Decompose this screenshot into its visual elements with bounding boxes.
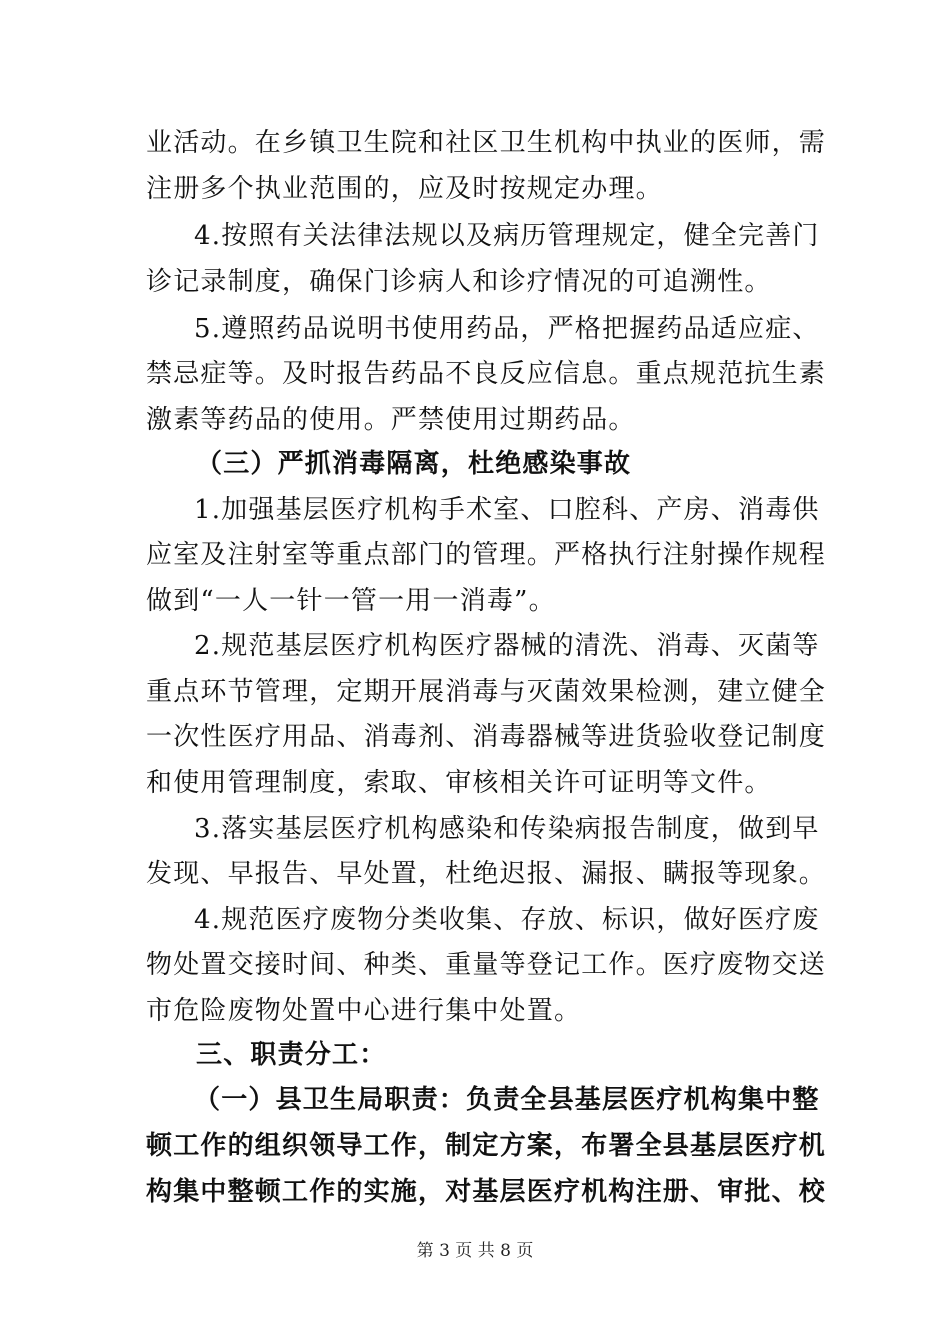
text-line: 一次性医疗用品、消毒剂、消毒器械等进货验收登记制度: [146, 722, 827, 752]
text-line: 构集中整顿工作的实施，对基层医疗机构注册、审批、校: [146, 1177, 827, 1207]
text-line: 3.落实基层医疗机构感染和传染病报告制度，做到早: [194, 814, 820, 844]
section-heading: 三、职责分工：: [196, 1040, 387, 1070]
text-line: 5.遵照药品说明书使用药品，严格把握药品适应症、: [194, 314, 820, 344]
text-line: 业活动。在乡镇卫生院和社区卫生机构中执业的医师，需: [146, 128, 827, 158]
text-line: 1.加强基层医疗机构手术室、口腔科、产房、消毒供: [194, 495, 820, 525]
text-line: 激素等药品的使用。严禁使用过期药品。: [146, 405, 636, 435]
text-line: （一）县卫生局职责：负责全县基层医疗机构集中整: [194, 1085, 820, 1115]
text-line: 市危险废物处置中心进行集中处置。: [146, 996, 582, 1026]
text-line: 和使用管理制度，索取、审核相关许可证明等文件。: [146, 768, 772, 798]
text-line: 应室及注射室等重点部门的管理。严格执行注射操作规程: [146, 540, 827, 570]
text-line: 做到“一人一针一管一用一消毒”。: [146, 586, 556, 616]
text-line: 物处置交接时间、种类、重量等登记工作。医疗废物交送: [146, 950, 827, 980]
text-line: 重点环节管理，定期开展消毒与灭菌效果检测，建立健全: [146, 677, 827, 707]
section-heading: （三）严抓消毒隔离，杜绝感染事故: [196, 449, 632, 479]
text-line: 4.按照有关法律法规以及病历管理规定，健全完善门: [194, 221, 820, 251]
text-line: 诊记录制度，确保门诊病人和诊疗情况的可追溯性。: [146, 267, 772, 297]
text-line: 禁忌症等。及时报告药品不良反应信息。重点规范抗生素: [146, 359, 827, 389]
text-line: 顿工作的组织领导工作，制定方案，布署全县基层医疗机: [146, 1131, 827, 1161]
text-line: 注册多个执业范围的，应及时按规定办理。: [146, 174, 663, 204]
text-line: 发现、早报告、早处置，杜绝迟报、漏报、瞒报等现象。: [146, 859, 827, 889]
text-line: 2.规范基层医疗机构医疗器械的清洗、消毒、灭菌等: [194, 631, 820, 661]
page-number-footer: 第 3 页 共 8 页: [416, 1241, 534, 1261]
text-line: 4.规范医疗废物分类收集、存放、标识，做好医疗废: [194, 905, 820, 935]
